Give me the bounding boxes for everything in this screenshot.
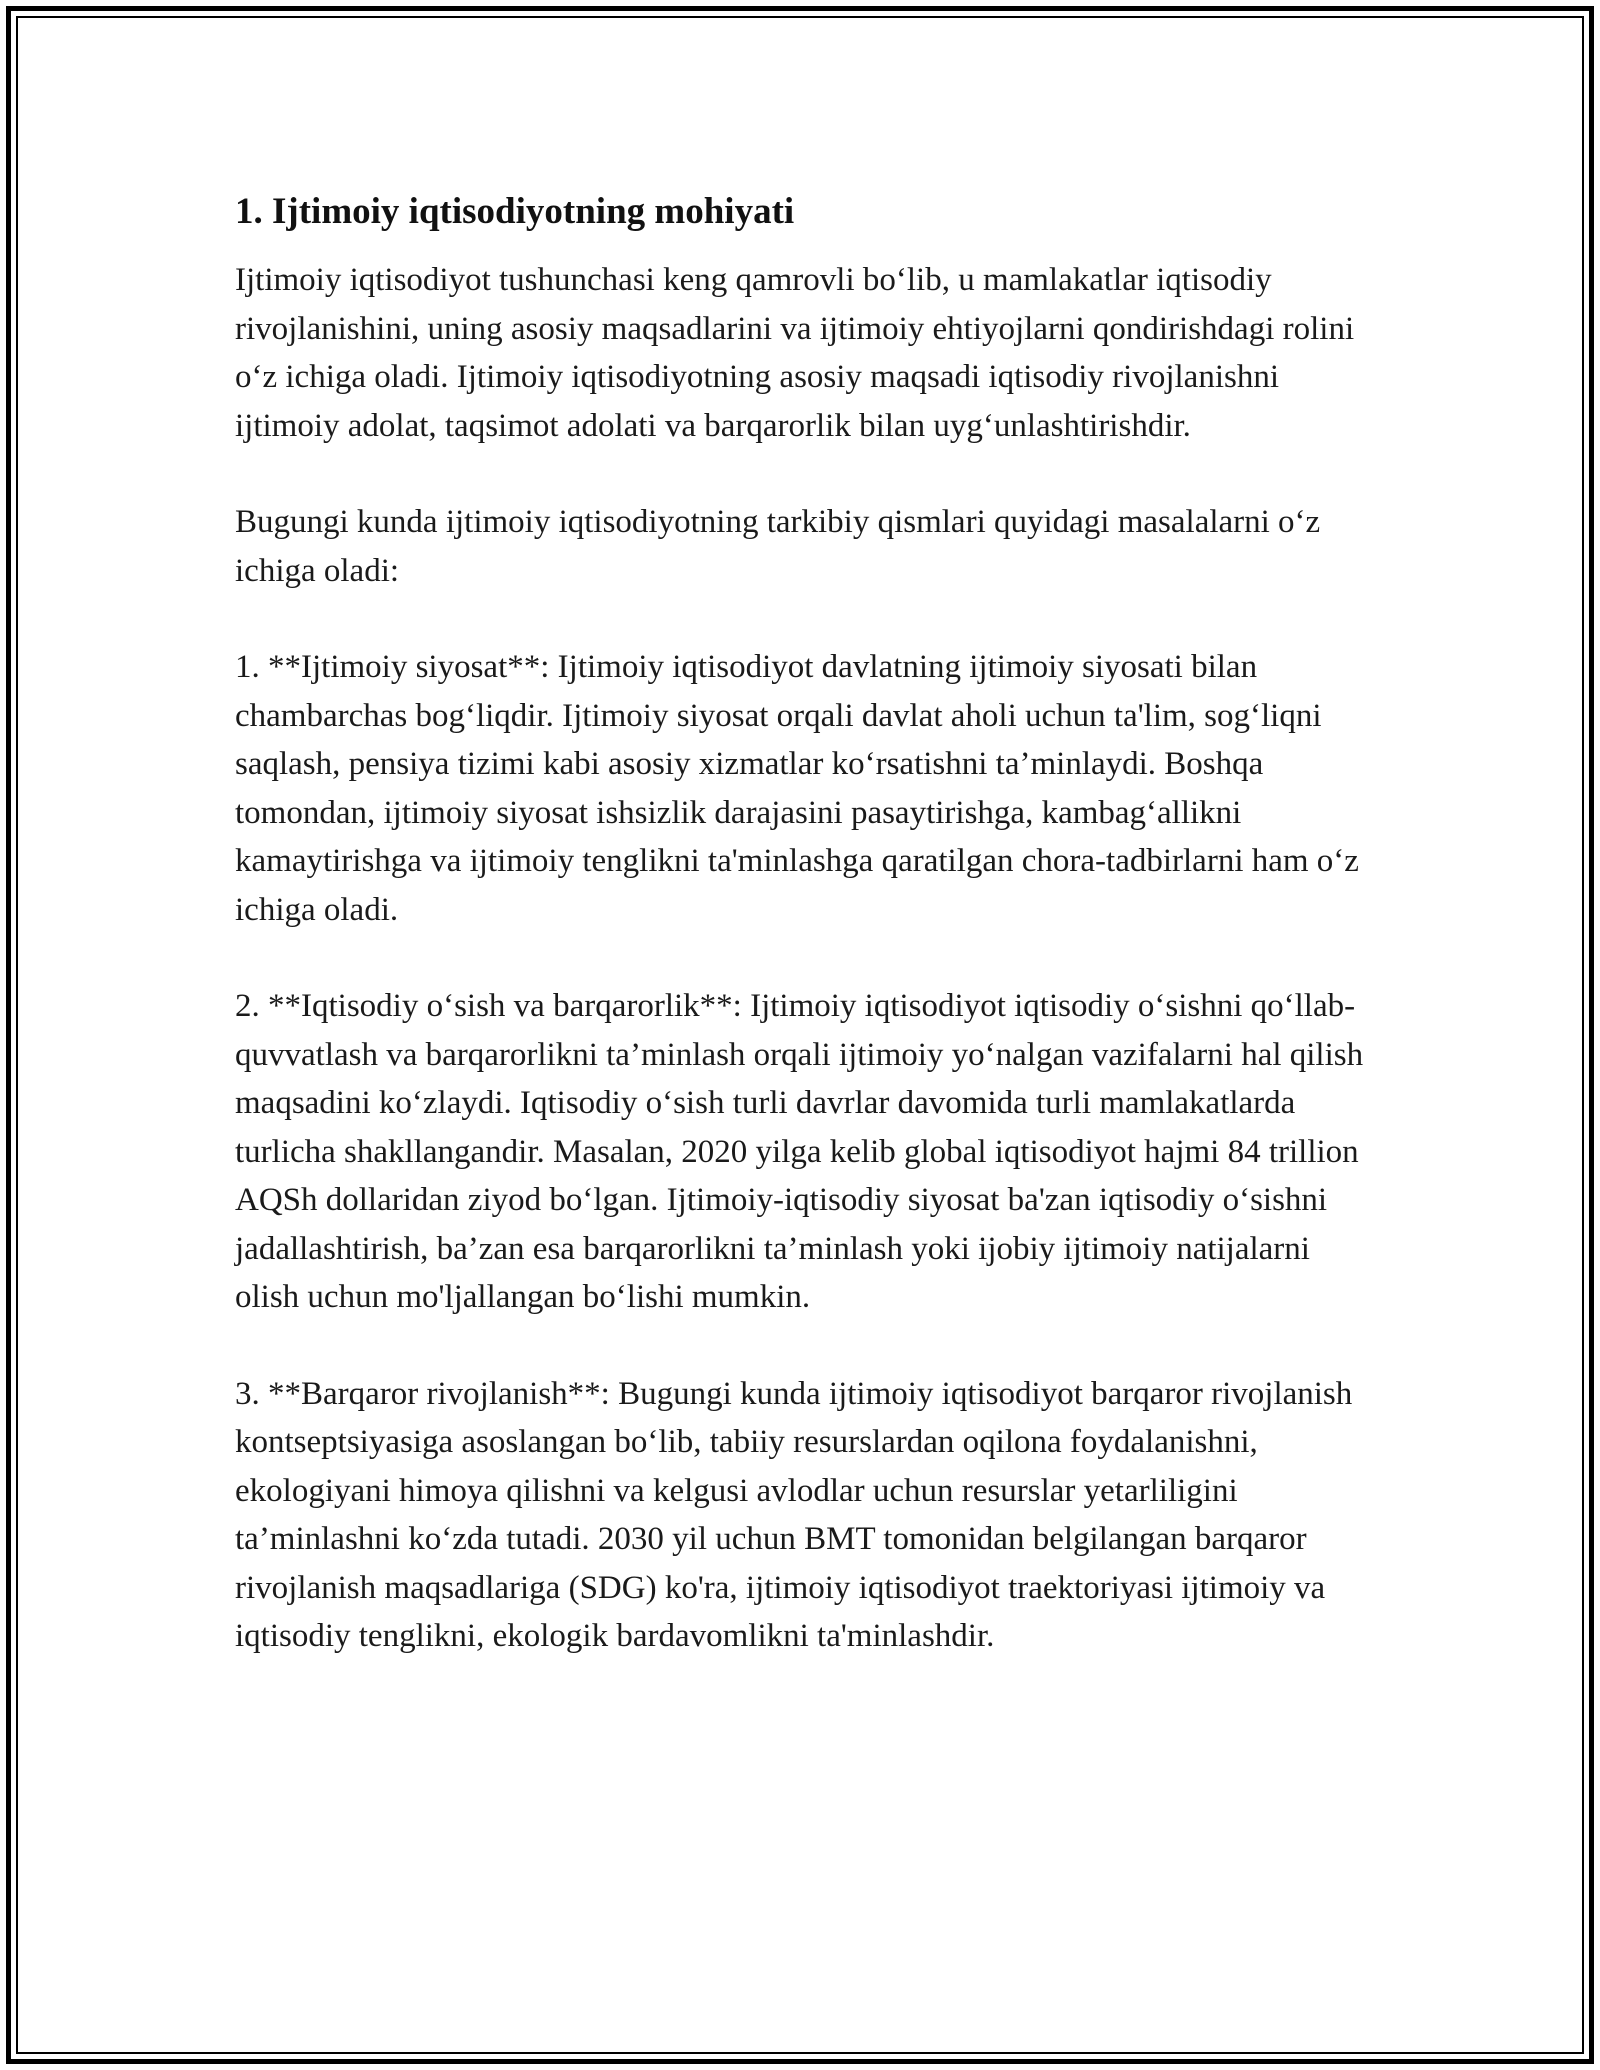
list-item-sustainable-development: 3. **Barqaror rivojlanish**: Bugungi kunda ijtimoiy iqtisodiyot barqaror rivojlanish kontseptsiyasiga asoslangan bo‘lib, tabiiy resurslardan oqilona foydalanishni, ekologiyani himoya qilishni va kelgusi avlodlar uchun resurslar yetarliligini ta’minlashni ko‘zda tutadi. 2030 yil uchun BMT tomonidan belgilangan barqaror rivojlanish maqsadlariga (SDG) ko'ra, ijtimoiy iqtisodiyot traektoriyasi ijtimoiy va iqtisodiy tenglikni, ekologik bardavomlikni ta'minlashdir. (235, 1375, 1353, 1654)
intro-paragraph: Ijtimoiy iqtisodiyot tushunchasi keng qamrovli bo‘lib, u mamlakatlar iqtisodiy rivojlanishini, uning asosiy maqsadlarini va ijtimoiy ehtiyojlarni qondirishdagi rolini o‘z ichiga oladi. Ijtimoiy iqtisodiyotning asosiy maqsadi iqtisodiy rivojlanishni ijtimoiy adolat, taqsimot adolati va barqarorlik bilan uyg‘unlashtirishdir. (235, 262, 1355, 444)
document-body (235, 188, 1365, 1709)
components-lead-paragraph: Bugungi kunda ijtimoiy iqtisodiyotning tarkibiy qismlari quyidagi masalalarni o‘z ichiga oladi: (235, 504, 1321, 589)
list-item-social-policy: 1. **Ijtimoiy siyosat**: Ijtimoiy iqtisodiyot davlatning ijtimoiy siyosati bilan chambarchas bog‘liqdir. Ijtimoiy siyosat orqali davlat aholi uchun ta'lim, sog‘liqni saqlash, pensiya tizimi kabi asosiy xizmatlar ko‘rsatishni ta’minlaydi. Boshqa tomondan, ijtimoiy siyosat ishsizlik darajasini pasaytirishga, kambag‘allikni kamaytirishga va ijtimoiy tenglikni ta'minlashga qaratilgan chora-tadbirlarni ham o‘z ichiga oladi. (235, 649, 1359, 928)
list-item-economic-growth: 2. **Iqtisodiy o‘sish va barqarorlik**: Ijtimoiy iqtisodiyot iqtisodiy o‘sishni qo‘llab-quvvatlash va barqarorlikni ta’minlash orqali ijtimoiy yo‘nalgan vazifalarni hal qilish maqsadini ko‘zlaydi. Iqtisodiy o‘sish turli davrlar davomida turli mamlakatlarda turlicha shakllangandir. Masalan, 2020 yilga kelib global iqtisodiyot hajmi 84 trillion AQSh dollaridan ziyod bo‘lgan. Ijtimoiy-iqtisodiy siyosat ba'zan iqtisodiy o‘sishni jadallashtirish, ba’zan esa barqarorlikni ta’minlash yoki ijobiy ijtimoiy natijalarni olish uchun mo'ljallangan bo‘lishi mumkin. (235, 988, 1364, 1315)
section-heading: 1. Ijtimoiy iqtisodiyotning mohiyati (235, 191, 795, 232)
